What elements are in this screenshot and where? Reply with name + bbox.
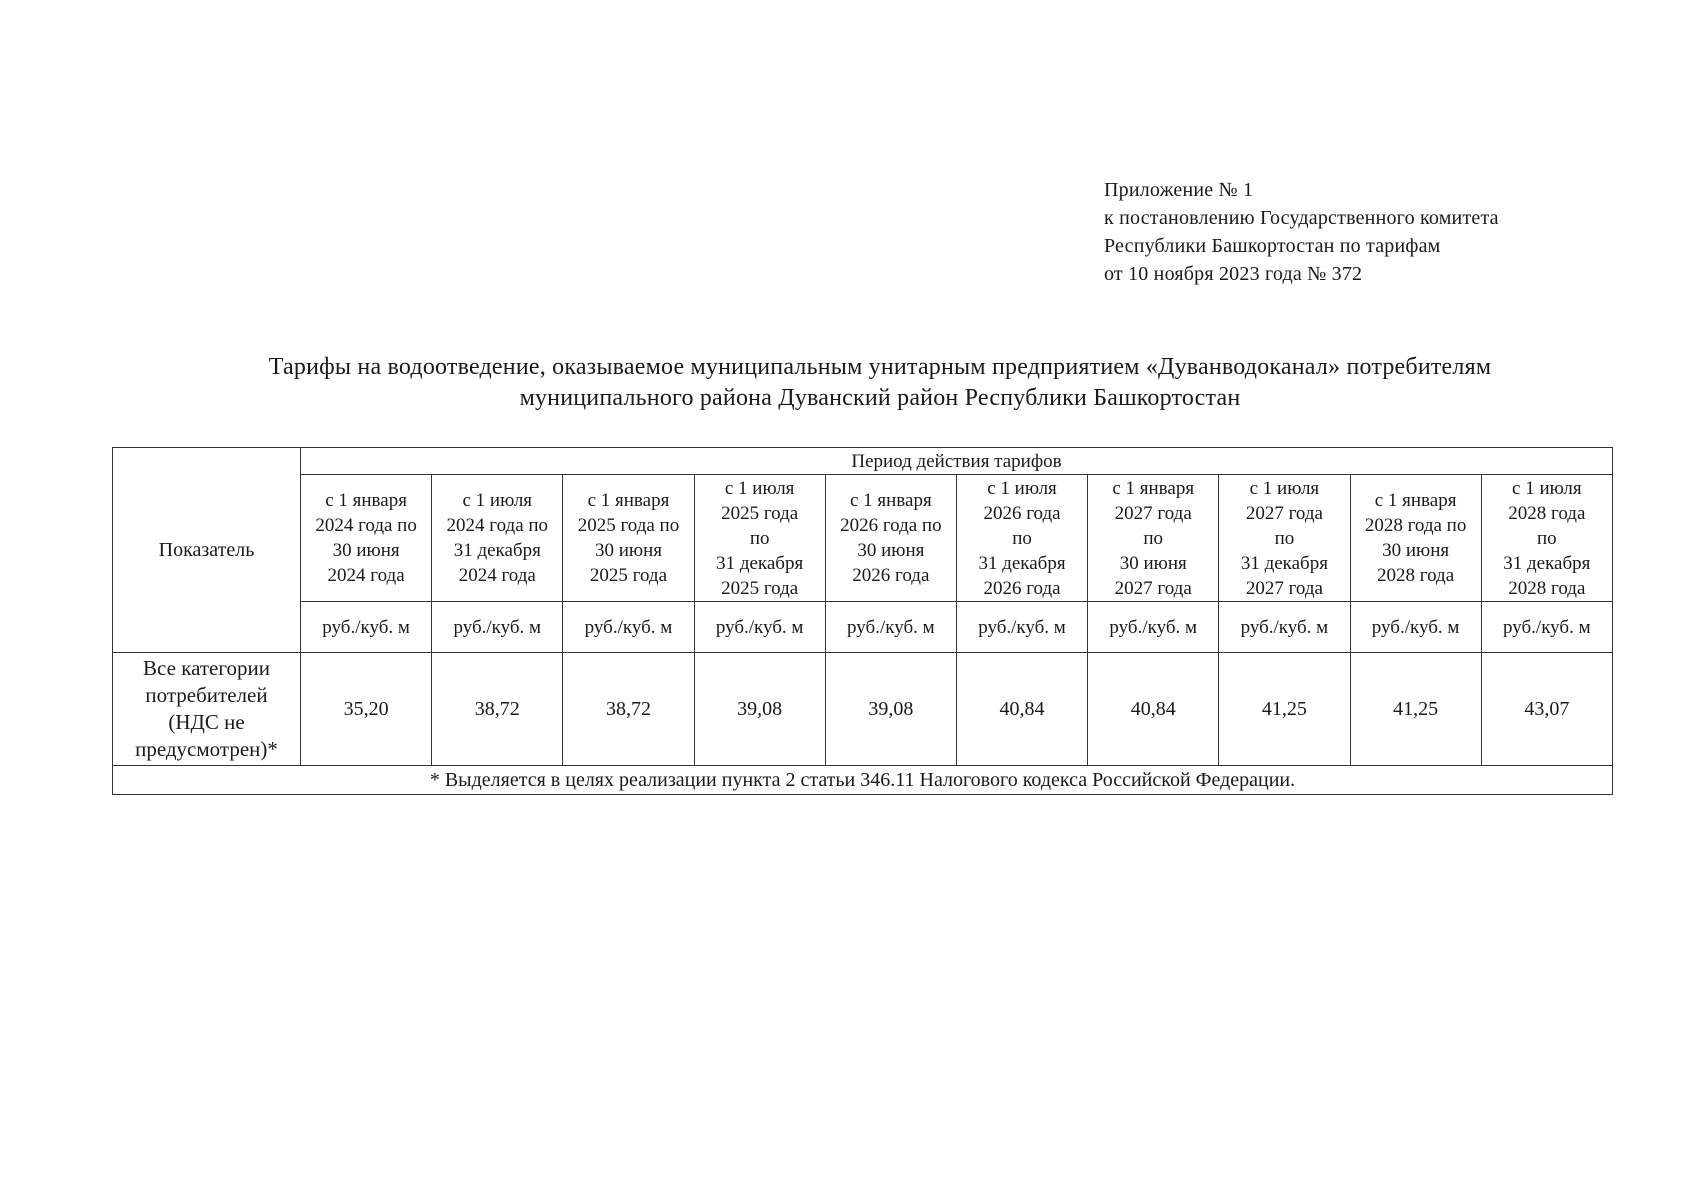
period-column-header (1219, 475, 1350, 602)
unit-cell: руб./куб. м (1350, 602, 1481, 653)
period-dates-row (113, 475, 1613, 602)
period-label-line: 2026 года (983, 502, 1061, 524)
period-label-line: с 1 января (587, 490, 670, 511)
appendix-line: Республики Башкортостан по тарифам (1104, 235, 1441, 257)
tariff-table (112, 447, 1613, 795)
period-label-line: по (1274, 527, 1295, 549)
period-label-line: 30 июня (1382, 540, 1450, 561)
period-header: Период действия тарифов (301, 448, 1613, 475)
period-column-header (1088, 475, 1219, 602)
period-label-line: 2028 года (1508, 577, 1586, 599)
period-label-line: с 1 июля (462, 490, 533, 511)
period-label-line: 2028 года по (1364, 515, 1467, 536)
period-label-line: по (749, 527, 770, 549)
period-label-line: по (1536, 527, 1557, 549)
period-column-header (1481, 475, 1612, 602)
tariff-value-cell: 39,08 (825, 653, 956, 766)
period-label-line: 2027 года (1114, 502, 1192, 524)
period-label-line: 31 декабря (1240, 552, 1328, 574)
category-label-line: потребителей (145, 683, 268, 707)
tariff-value-cell: 41,25 (1219, 653, 1350, 766)
tariff-value-cell: 43,07 (1481, 653, 1612, 766)
period-label-line: с 1 июля (724, 477, 795, 499)
period-label-line: 31 декабря (453, 540, 541, 561)
unit-cell: руб./куб. м (1219, 602, 1350, 653)
consumer-category-label (113, 653, 301, 766)
tariff-value-cell: 41,25 (1350, 653, 1481, 766)
unit-cell: руб./куб. м (825, 602, 956, 653)
category-label-line: Все категории (143, 656, 270, 680)
unit-cell: руб./куб. м (432, 602, 563, 653)
title-line: Тарифы на водоотведение, оказываемое муниципальным унитарным предприятием «Дуванводоканал» потребителям (268, 354, 1492, 380)
period-label-line: с 1 июля (987, 477, 1057, 499)
period-label-line: 2026 года (852, 565, 930, 586)
period-column-header (956, 475, 1087, 602)
title-line: муниципального района Дуванский район Республики Башкортостан (519, 385, 1241, 411)
period-column-header (825, 475, 956, 602)
appendix-line: от 10 ноября 2023 года № 372 (1104, 263, 1363, 285)
period-label-line: 2026 года (983, 577, 1061, 599)
table-row (113, 653, 1613, 766)
period-label-line: 31 декабря (1503, 552, 1591, 574)
appendix-block (1104, 176, 1499, 288)
period-column-header (432, 475, 563, 602)
period-label-line: по (1143, 527, 1164, 549)
period-label-line: 2025 года (721, 502, 799, 524)
period-label-line: с 1 июля (1512, 477, 1582, 499)
period-label-line: по (1012, 527, 1032, 549)
tariff-value-cell: 38,72 (432, 653, 563, 766)
period-label-line: с 1 января (1374, 490, 1457, 511)
unit-cell: руб./куб. м (563, 602, 694, 653)
period-label-line: 2024 года по (446, 515, 549, 536)
tariff-value-cell: 35,20 (301, 653, 432, 766)
footnote: * Выделяется в целях реализации пункта 2 статьи 346.11 Налогового кодекса Российской Федерации. (113, 766, 1613, 795)
period-label-line: 2028 года (1377, 565, 1455, 586)
period-column-header (1350, 475, 1481, 602)
period-label-line: 2024 года по (315, 515, 417, 536)
tariff-value-cell: 40,84 (956, 653, 1087, 766)
period-label-line: 2027 года (1245, 577, 1323, 599)
tariff-value-cell: 38,72 (563, 653, 694, 766)
appendix-line: к постановлению Государственного комитета (1104, 207, 1499, 229)
unit-cell: руб./куб. м (956, 602, 1087, 653)
period-label-line: 30 июня (1119, 552, 1187, 574)
period-column-header (694, 475, 825, 602)
category-label-line: предусмотрен)* (135, 737, 278, 761)
indicator-header: Показатель (113, 448, 301, 653)
period-label-line: с 1 июля (1249, 477, 1320, 499)
period-label-line: с 1 января (1112, 477, 1195, 499)
tariff-value-cell: 40,84 (1088, 653, 1219, 766)
appendix-line: Приложение № 1 (1104, 179, 1254, 201)
unit-cell: руб./куб. м (1481, 602, 1612, 653)
period-label-line: 2025 года (589, 565, 668, 586)
period-label-line: 2027 года (1245, 502, 1323, 524)
category-label-line: (НДС не (168, 710, 245, 734)
tariff-value-cell: 39,08 (694, 653, 825, 766)
period-label-line: 2025 года по (577, 515, 680, 536)
period-label-line: 2024 года (458, 565, 536, 586)
period-column-header (563, 475, 694, 602)
footnote-row (113, 766, 1613, 795)
period-label-line: с 1 января (849, 490, 932, 511)
period-column-header (301, 475, 432, 602)
period-label-line: 2027 года (1114, 577, 1192, 599)
period-label-line: 30 июня (594, 540, 662, 561)
period-label-line: 31 декабря (978, 552, 1066, 574)
unit-cell: руб./куб. м (694, 602, 825, 653)
period-label-line: 30 июня (332, 540, 400, 561)
units-row (113, 602, 1613, 653)
period-header-row (113, 448, 1613, 475)
period-label-line: 31 декабря (716, 552, 804, 574)
document-title (100, 352, 1660, 414)
unit-cell: руб./куб. м (1088, 602, 1219, 653)
period-label-line: 2026 года по (840, 515, 942, 536)
unit-cell: руб./куб. м (301, 602, 432, 653)
period-label-line: 2028 года (1508, 502, 1586, 524)
period-label-line: 2024 года (327, 565, 405, 586)
period-label-line: с 1 января (325, 490, 407, 511)
period-label-line: 2025 года (721, 577, 799, 599)
period-label-line: 30 июня (857, 540, 925, 561)
